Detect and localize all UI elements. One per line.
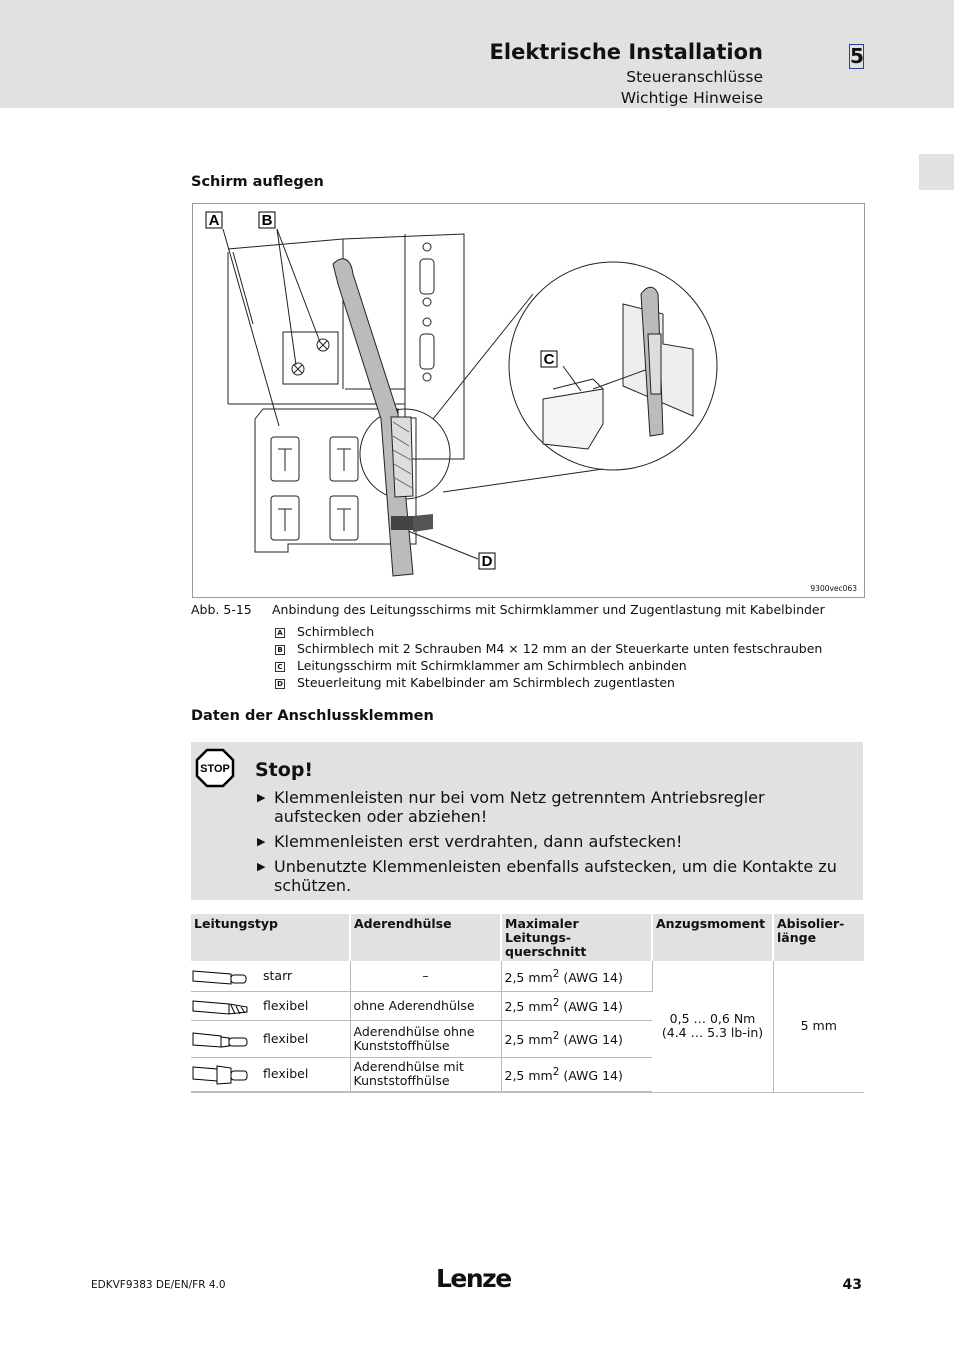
- table-header-row: [191, 914, 864, 961]
- footer-document-code: EDKVF9383 DE/EN/FR 4.0: [91, 1279, 226, 1291]
- figure-label-b: B: [261, 212, 273, 229]
- figure-label-c: C: [543, 351, 555, 368]
- strip-length-cell: 5 mm: [773, 961, 864, 1092]
- legend-key: C: [275, 662, 285, 672]
- page-subtitle: Steueranschlüsse: [626, 68, 763, 86]
- header-cable-type: Leitungstyp: [191, 914, 350, 961]
- cable-type-cell: flexibel: [191, 991, 350, 1020]
- ferrule-wire-icon: [191, 1028, 251, 1050]
- legend-item: [275, 658, 687, 674]
- figure-label-d: D: [481, 553, 493, 570]
- stop-list: [255, 788, 855, 901]
- legend-key: D: [275, 679, 285, 689]
- ferrule-cell: Aderendhülse ohne Kunststoffhülse: [350, 1020, 501, 1057]
- stop-list-item: ▶ Klemmenleisten erst verdrahten, dann aufstecken!: [257, 832, 683, 851]
- legend-text: Steuerleitung mit Kabelbinder am Schirmblech zugentlasten: [297, 675, 675, 690]
- header-ferrule: Aderendhülse: [350, 914, 501, 961]
- header-cross-section: Maximaler Leitungs- querschnitt: [501, 914, 652, 961]
- shield-mounting-drawing: [193, 204, 866, 599]
- cable-type-cell: flexibel: [191, 1057, 350, 1092]
- figure-caption-text: Anbindung des Leitungsschirms mit Schirmklammer und Zugentlastung mit Kabelbinder: [272, 602, 825, 617]
- legend-text: Leitungsschirm mit Schirmklammer am Schirmblech anbinden: [297, 658, 687, 673]
- legend-text: Schirmblech mit 2 Schrauben M4 × 12 mm an der Steuerkarte unten festschrauben: [297, 641, 823, 656]
- ferrule-cell: –: [350, 961, 501, 991]
- header-strip-length: Abisolier- länge: [773, 914, 864, 961]
- header-torque: Anzugsmoment: [652, 914, 773, 961]
- stop-title: Stop!: [255, 759, 314, 781]
- cross-section-cell: 2,5 $mm^2$ (AWG 14): [501, 991, 652, 1020]
- stop-list-item: ▶ Unbenutzte Klemmenleisten ebenfalls aufstecken, um die Kontakte zu schützen.: [257, 857, 837, 895]
- legend-key: B: [275, 645, 285, 655]
- svg-text:STOP: STOP: [200, 763, 230, 775]
- page-number: 43: [842, 1277, 862, 1293]
- section-heading-shield: Schirm auflegen: [191, 174, 324, 190]
- cross-section-cell: 2,5 $mm^2$ (AWG 14): [501, 1020, 652, 1057]
- lenze-logo: Lenze: [436, 1264, 511, 1293]
- legend-item: [275, 675, 675, 691]
- stop-list-item: ▶ Klemmenleisten nur bei vom Netz getrenntem Antriebsregler aufstecken oder abziehen!: [257, 788, 765, 826]
- page-subtitle-2: Wichtige Hinweise: [620, 89, 763, 107]
- cross-section-cell: 2,5 $mm^2$ (AWG 14): [501, 961, 652, 991]
- chapter-number: 5: [850, 44, 864, 68]
- stop-sign-icon: [195, 748, 235, 788]
- legend-key: A: [275, 628, 285, 638]
- terminal-data-table: [191, 914, 864, 1093]
- table-row: [191, 961, 864, 991]
- chapter-side-tab: [919, 154, 954, 190]
- rigid-wire-icon: [191, 965, 251, 987]
- insulated-ferrule-wire-icon: [191, 1062, 251, 1086]
- page-title: Elektrische Installation: [489, 40, 763, 64]
- bullet-arrow-icon: ▶: [257, 791, 266, 804]
- bullet-arrow-icon: ▶: [257, 835, 266, 848]
- bullet-arrow-icon: ▶: [257, 860, 266, 873]
- legend-text: Schirmblech: [297, 624, 375, 639]
- torque-cell: 0,5 … 0,6 Nm (4.4 … 5.3 lb-in): [652, 961, 773, 1092]
- figure-code: 9300vec063: [810, 584, 857, 593]
- ferrule-cell: ohne Aderendhülse: [350, 991, 501, 1020]
- figure-label-a: A: [208, 212, 220, 229]
- legend-item: [275, 641, 822, 657]
- figure-shield-mounting: [192, 203, 865, 598]
- cable-type-cell: flexibel: [191, 1020, 350, 1057]
- ferrule-cell: Aderendhülse mit Kunststoffhülse: [350, 1057, 501, 1092]
- section-heading-terminals: Daten der Anschlussklemmen: [191, 708, 434, 724]
- legend-item: [275, 624, 374, 640]
- header-band: [0, 0, 954, 108]
- flexible-wire-icon: [191, 995, 251, 1017]
- cable-type-cell: starr: [191, 961, 350, 991]
- cross-section-cell: 2,5 $mm^2$ (AWG 14): [501, 1057, 652, 1092]
- figure-caption-number: Abb. 5-15: [191, 602, 252, 617]
- stop-warning-box: [191, 742, 863, 900]
